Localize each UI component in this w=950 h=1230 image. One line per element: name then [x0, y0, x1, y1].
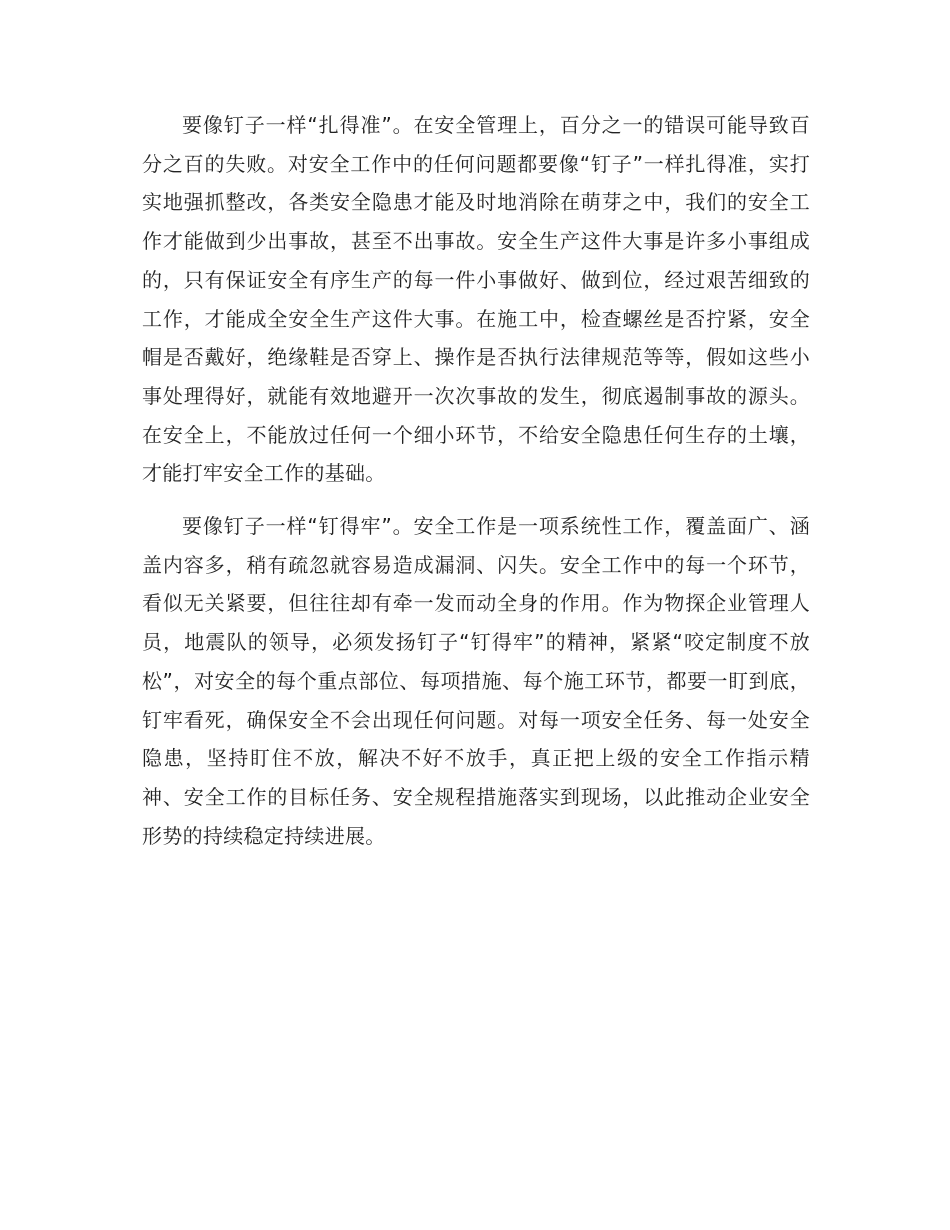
document-body: [142, 106, 810, 869]
paragraph-nail-firm: 要像钉子一样“钉得牢”。安全工作是一项系统性工作，覆盖面广、涵盖内容多，稍有疏忽就容易造成漏洞、闪失。安全工作中的每一个环节，看似无关紧要，但往往却有牵一发而动全身的作用。作为物探企业管理人员，地震队的领导，必须发扬钉子“钉得牢”的精神，紧紧“咬定制度不放松”，对安全的每个重点部位、每项措施、每个施工环节，都要一盯到底，钉牢看死，确保安全不会出现任何问题。对每一项安全任务、每一处安全隐患，坚持盯住不放，解决不好不放手，真正把上级的安全工作指示精神、安全工作的目标任务、安全规程措施落实到现场，以此推动企业安全形势的持续稳定持续进展。: [142, 514, 810, 848]
paragraph-nail-accurate: 要像钉子一样“扎得准”。在安全管理上，百分之一的错误可能导致百分之百的失败。对安全工作中的任何问题都要像“钉子”一样扎得准，实打实地强抓整改，各类安全隐患才能及时地消除在萌芽之中，我们的安全工作才能做到少出事故，甚至不出事故。安全生产这件大事是许多小事组成的，只有保证安全有序生产的每一件小事做好、做到位，经过艰苦细致的工作，才能成全安全生产这件大事。在施工中，检查螺丝是否拧紧，安全帽是否戴好，绝缘鞋是否穿上、操作是否执行法律规范等等，假如这些小事处理得好，就能有效地避开一次次事故的发生，彻底遏制事故的源头。在安全上，不能放过任何一个细小环节，不给安全隐患任何生存的土壤，才能打牢安全工作的基础。: [142, 113, 810, 486]
